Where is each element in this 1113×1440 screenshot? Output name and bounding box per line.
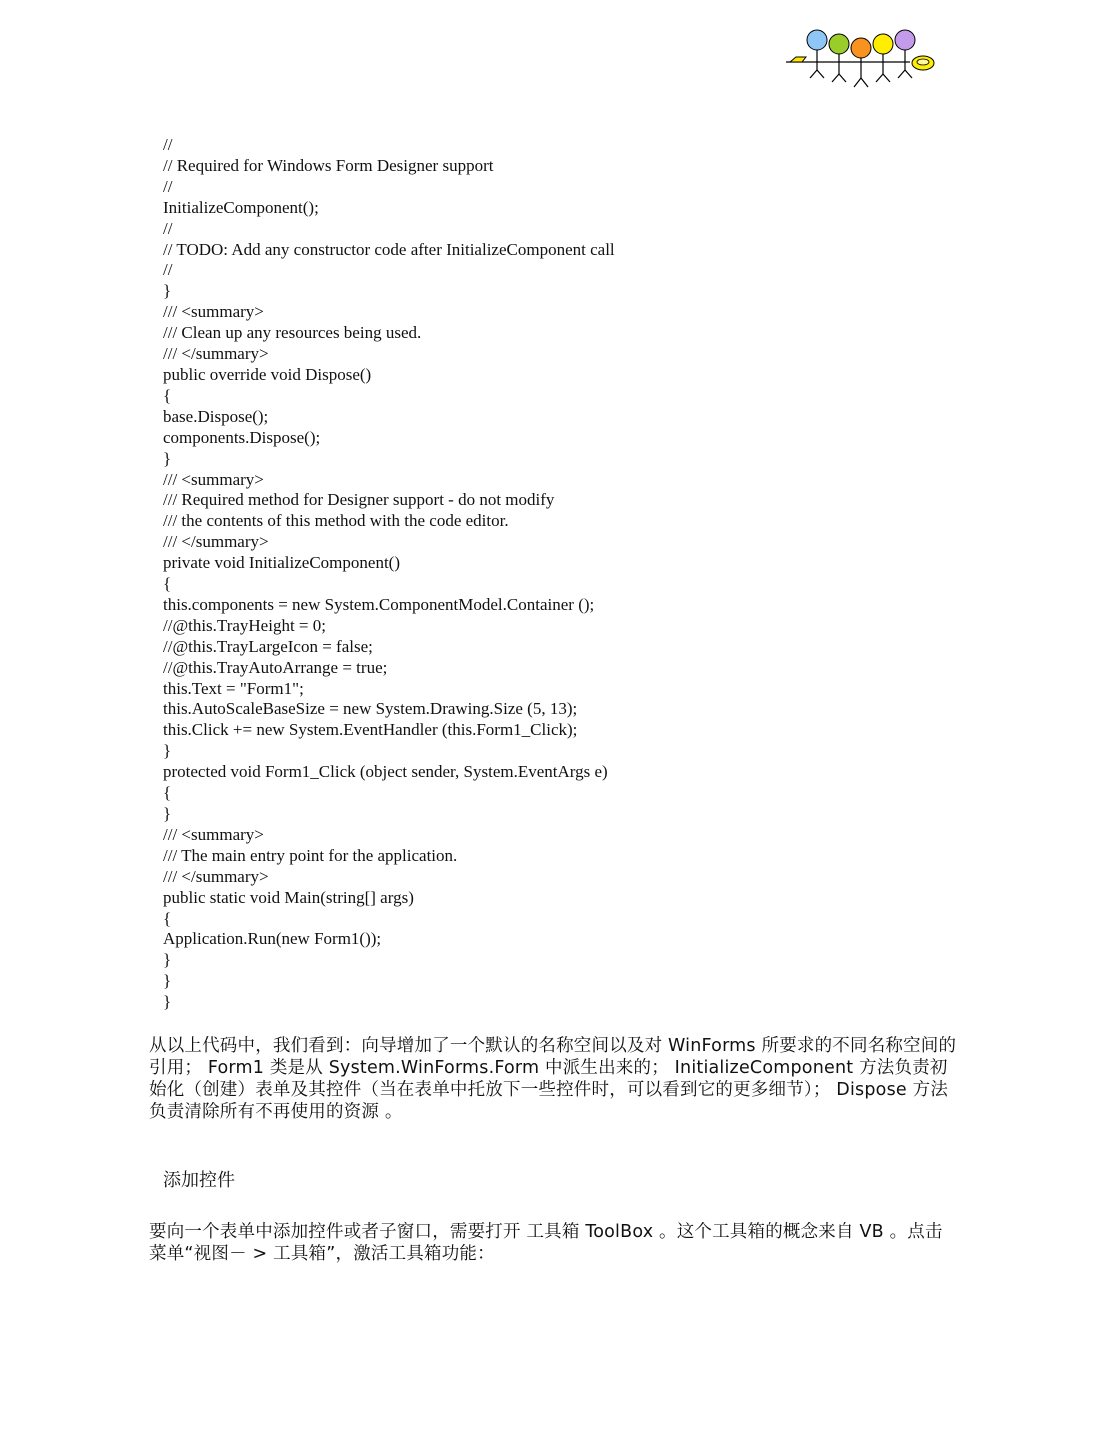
code-line: this.components = new System.ComponentModel.Container (); [163, 594, 595, 614]
code-line: this.AutoScaleBaseSize = new System.Drawing.Size (5, 13); [163, 699, 578, 719]
code-line: // [163, 218, 173, 238]
code-line: // [163, 176, 173, 196]
section-heading: 添加控件 [163, 1170, 235, 1191]
code-line: private void InitializeComponent() [163, 553, 400, 573]
code-line: /// The main entry point for the application. [163, 845, 458, 865]
code-line: } [163, 281, 172, 301]
code-line: base.Dispose(); [163, 406, 269, 426]
code-line: this.Text = "Form1"; [163, 678, 304, 698]
code-line: { [163, 783, 172, 803]
code-line: { [163, 908, 172, 928]
code-line: // Required for Windows Form Designer support [163, 155, 494, 175]
logo-figure-4 [876, 54, 890, 82]
code-listing [163, 135, 615, 1013]
code-line: } [163, 804, 172, 823]
logo-head-yellow [873, 34, 893, 54]
code-line: /// Required method for Designer support - do not modify [163, 490, 555, 510]
code-line: /// <summary> [163, 824, 264, 844]
code-line: //@this.TrayAutoArrange = true; [163, 657, 388, 677]
code-line: // [163, 260, 173, 280]
logo-figure-2 [832, 54, 846, 82]
code-line: } [163, 741, 172, 761]
code-line: /// </summary> [163, 532, 269, 552]
code-line: /// <summary> [163, 469, 264, 489]
code-line: //@this.TrayLargeIcon = false; [163, 636, 373, 656]
code-line: /// <summary> [163, 302, 264, 322]
code-line: } [163, 950, 172, 970]
code-line: /// </summary> [163, 866, 269, 886]
code-line: { [163, 385, 172, 405]
logo-head-blue [807, 30, 827, 50]
code-line: } [163, 971, 172, 991]
code-line: InitializeComponent(); [163, 197, 319, 217]
code-line: Application.Run(new Form1()); [163, 929, 382, 949]
code-line: /// </summary> [163, 344, 269, 364]
logo-head-orange [851, 38, 871, 58]
logo-yellow-ring-inner [917, 59, 929, 65]
code-line: } [163, 448, 172, 468]
code-line: this.Click += new System.EventHandler (this.Form1_Click); [163, 720, 578, 740]
code-line: /// Clean up any resources being used. [163, 323, 422, 343]
code-line: { [163, 574, 172, 594]
logo-yellow-flag [790, 57, 806, 62]
code-line: } [163, 992, 172, 1012]
code-line: components.Dispose(); [163, 427, 321, 447]
logo-head-purple [895, 30, 915, 50]
code-line: protected void Form1_Click (object sender, System.EventArgs e) [163, 762, 608, 782]
logo-figure-1 [810, 50, 824, 78]
toolbox-paragraph: 要向一个表单中添加控件或者子窗口，需要打开 工具箱 ToolBox 。这个工具箱的概念来自 VB 。点击菜单“视图－ > 工具箱”，激活工具箱功能： [149, 1222, 943, 1264]
code-line: // TODO: Add any constructor code after InitializeComponent call [163, 239, 615, 259]
logo-head-green [829, 34, 849, 54]
code-line: /// the contents of this method with the code editor. [163, 511, 509, 531]
code-line: public override void Dispose() [163, 364, 372, 384]
explanation-paragraph: 从以上代码中，我们看到：向导增加了一个默认的名称空间以及对 WinForms 所要求的不同名称空间的引用； Form1 类是从 System.WinForms.Form 中派生出来的； InitializeComponent 方法负责初始化（创建）表单及其控件（当在表单中托放下一些控件时，可以看到它的更多细节）； Dispose 方法负责清除所有不再使用的资源 。 [149, 1036, 957, 1122]
code-line: public static void Main(string[] args) [163, 887, 414, 907]
code-line: // [163, 135, 173, 154]
stick-figures-logo [784, 26, 940, 92]
logo-figure-5 [898, 50, 912, 78]
code-line: //@this.TrayHeight = 0; [163, 615, 326, 635]
